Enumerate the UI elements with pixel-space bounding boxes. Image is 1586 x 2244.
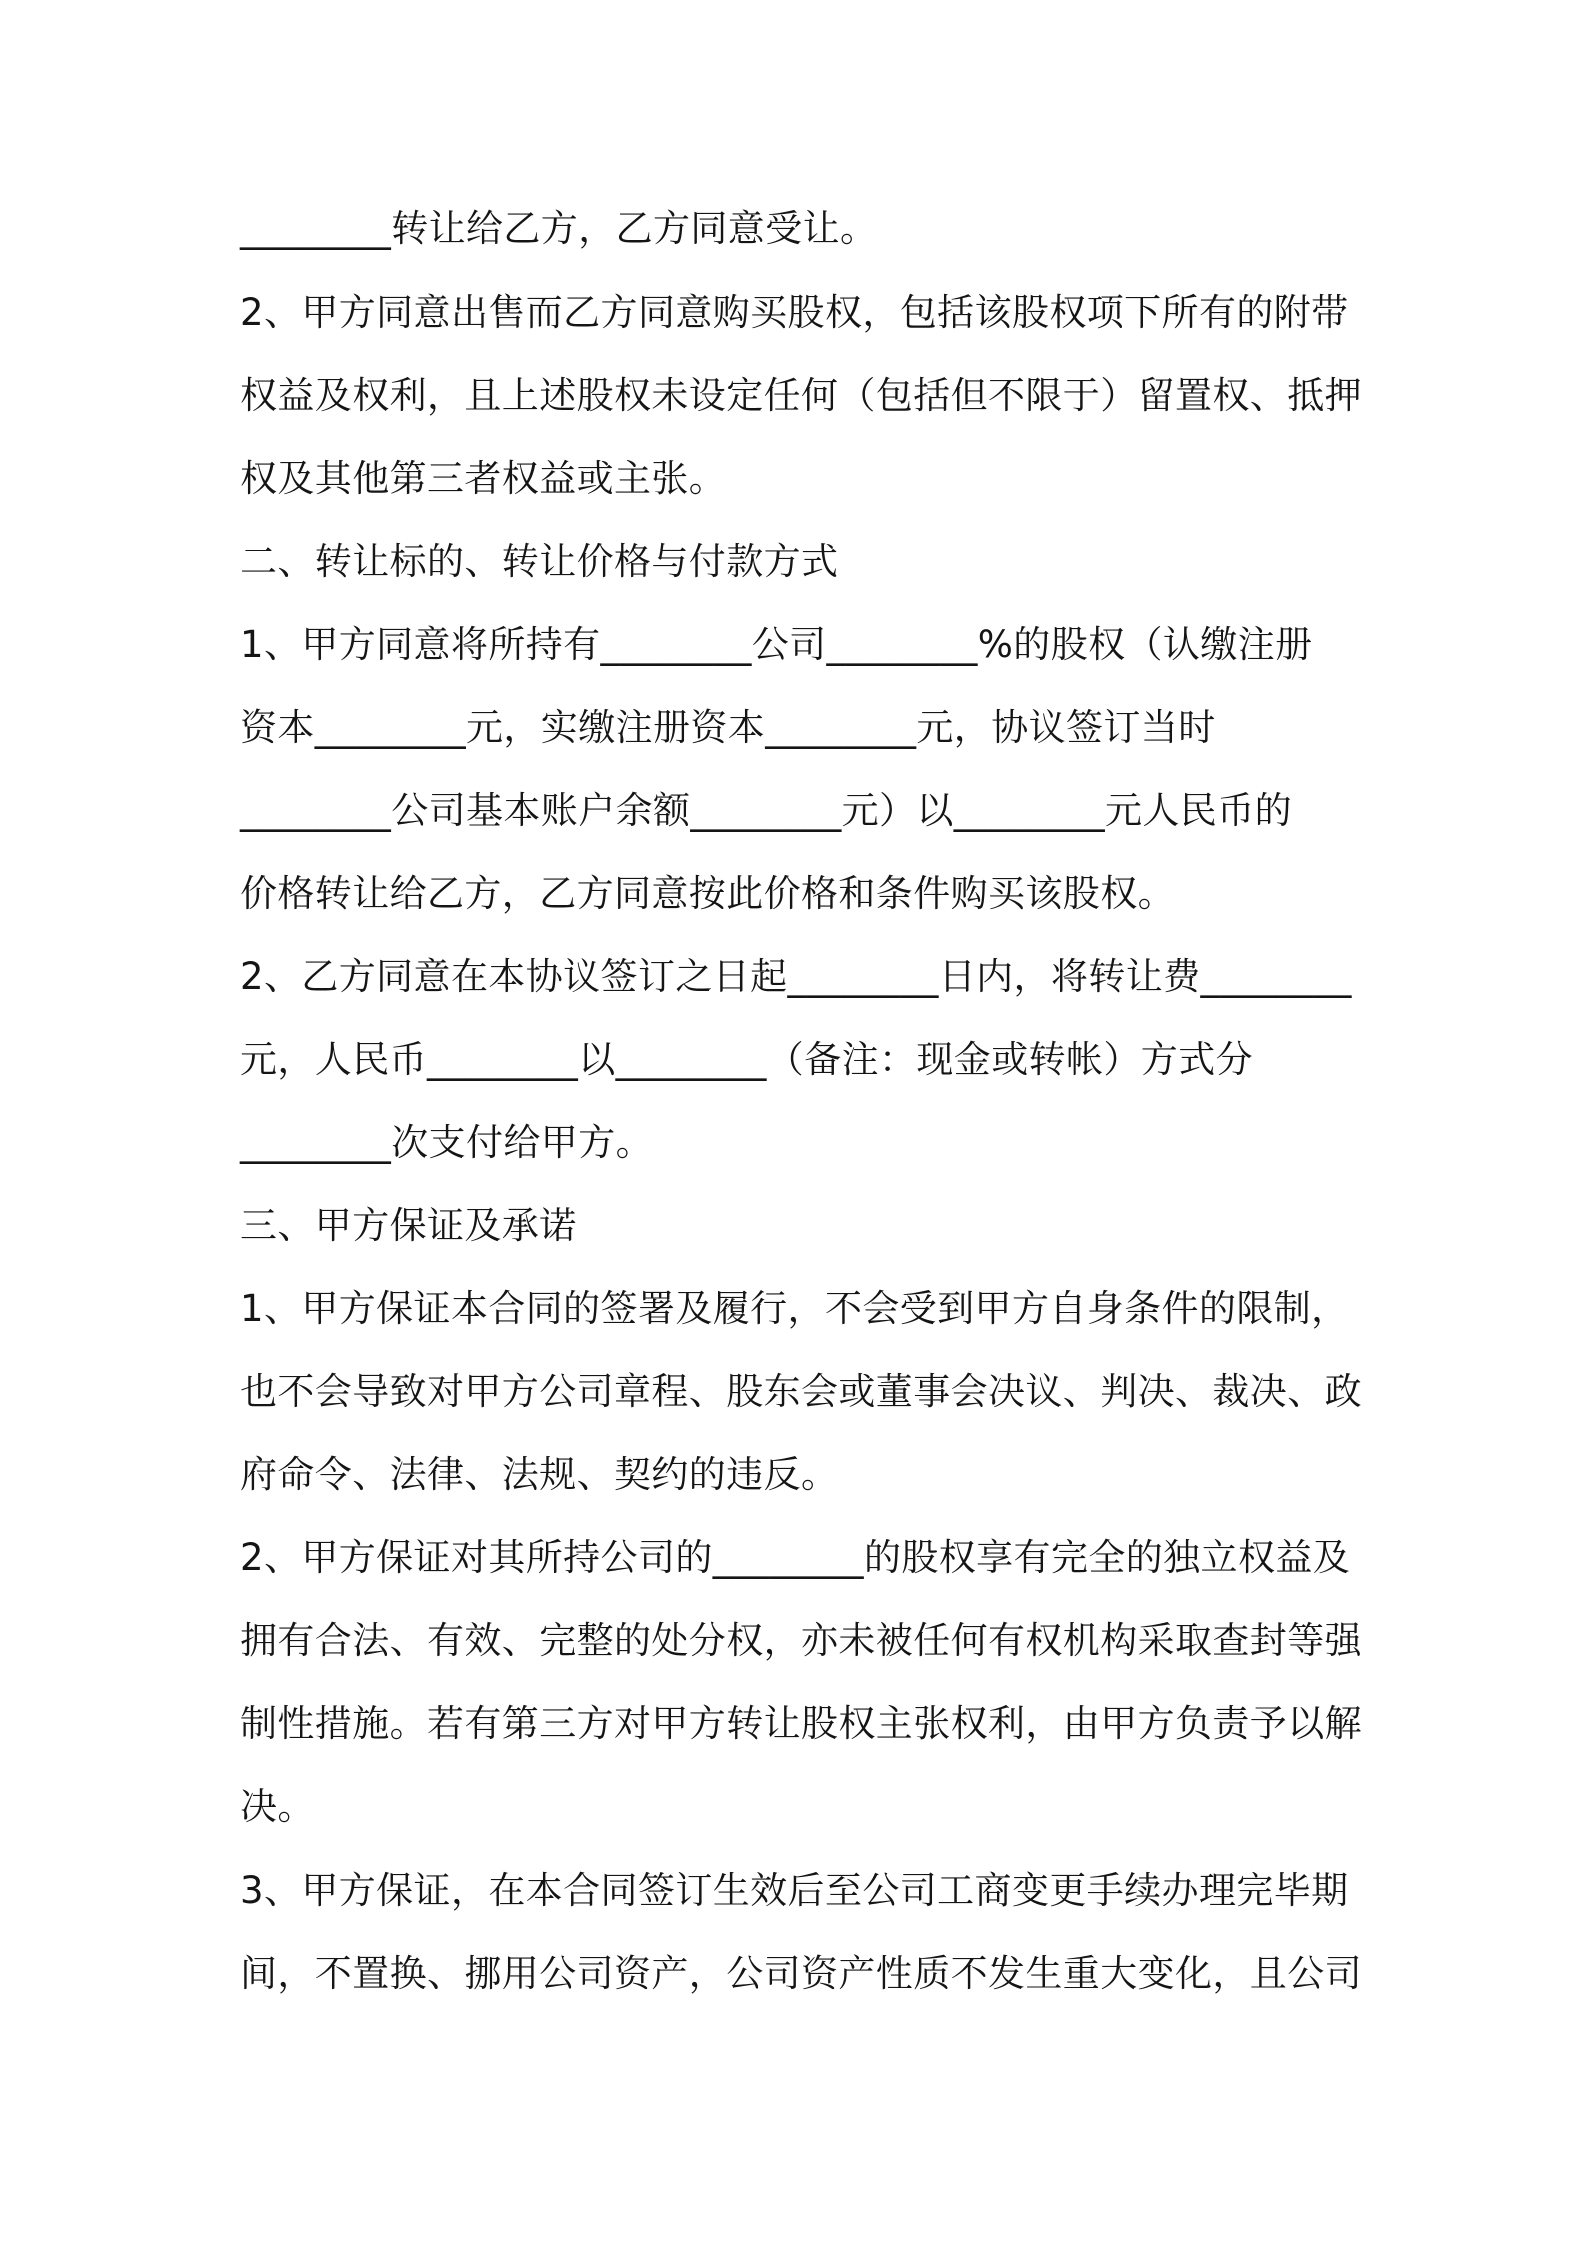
- text-line-10: 2、乙方同意在本协议签订之日起________日内，将转让费________: [240, 955, 1352, 998]
- text-line-3: 权益及权利，且上述股权未设定任何（包括但不限于）留置权、抵押: [240, 374, 1362, 417]
- text-line-1: ________转让给乙方，乙方同意受让。: [240, 207, 878, 250]
- text-line-11: 元，人民币________以________（备注：现金或转帐）方式分: [240, 1038, 1253, 1081]
- text-line-15: 也不会导致对甲方公司章程、股东会或董事会决议、判决、裁决、政: [240, 1370, 1362, 1413]
- section-heading-3: 三、甲方保证及承诺: [240, 1204, 577, 1247]
- text-line-14: 1、甲方保证本合同的签署及履行，不会受到甲方自身条件的限制，: [240, 1287, 1349, 1330]
- text-line-20: 决。: [240, 1785, 315, 1828]
- text-line-2: 2、甲方同意出售而乙方同意购买股权，包括该股权项下所有的附带: [240, 291, 1349, 334]
- text-line-9: 价格转让给乙方，乙方同意按此价格和条件购买该股权。: [240, 872, 1175, 915]
- text-line-16: 府命令、法律、法规、契约的违反。: [240, 1453, 839, 1496]
- text-line-17: 2、甲方保证对其所持公司的________的股权享有完全的独立权益及: [240, 1536, 1351, 1579]
- text-line-7: 资本________元，实缴注册资本________元，协议签订当时: [240, 706, 1216, 749]
- text-line-12: ________次支付给甲方。: [240, 1121, 653, 1164]
- section-heading-2: 二、转让标的、转让价格与付款方式: [240, 540, 839, 583]
- text-line-8: ________公司基本账户余额________元）以________元人民币的: [240, 789, 1292, 832]
- text-line-18: 拥有合法、有效、完整的处分权，亦未被任何有权机构采取查封等强: [240, 1619, 1362, 1662]
- text-line-22: 间，不置换、挪用公司资产，公司资产性质不发生重大变化，且公司: [240, 1952, 1362, 1995]
- text-line-19: 制性措施。若有第三方对甲方转让股权主张权利，由甲方负责予以解: [240, 1702, 1362, 1745]
- text-line-4: 权及其他第三者权益或主张。: [240, 457, 727, 500]
- text-line-21: 3、甲方保证，在本合同签订生效后至公司工商变更手续办理完毕期: [240, 1869, 1349, 1912]
- text-line-6: 1、甲方同意将所持有________公司________%的股权（认缴注册: [240, 623, 1313, 666]
